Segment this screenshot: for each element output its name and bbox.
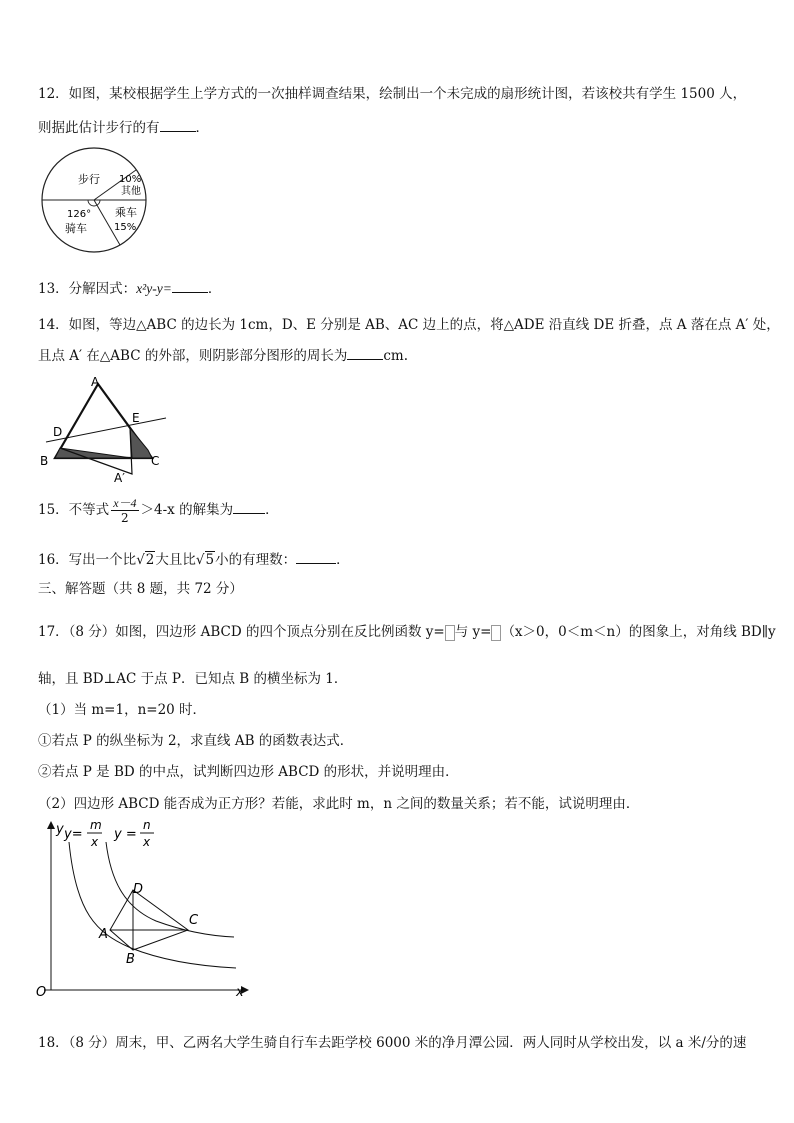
curve-n xyxy=(106,842,234,937)
curve-m xyxy=(69,842,236,968)
q15-end: ． xyxy=(265,502,279,518)
q14-text: 且点 A′ 在△ABC 的外部，则阴影部分图形的周长为 xyxy=(38,348,348,364)
label-a: A xyxy=(91,375,100,389)
q13-line xyxy=(38,277,221,297)
label-b: B xyxy=(40,454,49,468)
equation2-num: n xyxy=(143,818,151,832)
q17-text: 17．（8 分）如图，四边形 ABCD 的四个顶点分别在反比例函数 y= xyxy=(38,624,445,640)
shaded-region-left xyxy=(55,448,132,458)
equation2-lhs: y = xyxy=(114,827,137,842)
q16-end: ． xyxy=(336,552,350,568)
pie-label-walk: 步行 xyxy=(78,173,100,186)
label-a-prime: A′ xyxy=(114,471,125,484)
q13-end: ． xyxy=(207,281,222,297)
pie-label-bike-deg: 126° xyxy=(67,209,92,220)
q17-part2: （2）四边形 ABCD 能否成为正方形？若能，求此时 m，n 之间的数量关系；若不能，试说明理由． xyxy=(38,796,640,812)
q17-part1: （1）当 m=1，n=20 时． xyxy=(38,702,207,718)
q17-sub2: ②若点 P 是 BD 的中点，试判断四边形 ABCD 的形状，并说明理由． xyxy=(38,764,459,780)
sqrt-2: √2 xyxy=(136,552,155,568)
q12-end: ． xyxy=(195,120,209,136)
radicand: 2 xyxy=(145,552,155,568)
q16-text: 大且比 xyxy=(155,552,196,568)
section-heading: 三、解答题（共 8 题，共 72 分） xyxy=(38,581,243,597)
label-e: E xyxy=(132,411,140,425)
equation1-lhs: y= xyxy=(64,827,83,842)
q15-text: 15．不等式 xyxy=(38,502,110,518)
q17-line1 xyxy=(38,620,776,641)
fraction xyxy=(111,496,138,525)
q14-line1: 14．如图，等边△ABC 的边长为 1cm，D、E 分别是 AB、AC 边上的点，将△ADE 沿直线 DE 折叠，点 A 落在点 A′ 处， xyxy=(38,317,780,333)
fraction-numerator: x－4 xyxy=(113,496,137,510)
point-label-d: D xyxy=(133,882,144,897)
quadrilateral-abcd xyxy=(110,890,188,950)
answer-blank xyxy=(160,131,196,132)
point-label-a: A xyxy=(99,927,108,942)
function-graph xyxy=(36,818,252,1002)
pie-chart xyxy=(38,146,150,254)
q17-line2: 轴，且 BD⊥AC 于点 P．已知点 B 的横坐标为 1． xyxy=(38,671,348,687)
pie-label-bus: 乘车 xyxy=(115,206,137,219)
shaded-region-right xyxy=(130,428,152,458)
origin-label: O xyxy=(36,985,47,1000)
pie-label-other-pct: 10% xyxy=(119,174,142,185)
radicand: 5 xyxy=(205,552,215,568)
point-label-b: B xyxy=(126,952,135,967)
label-d: D xyxy=(53,425,63,439)
fraction-placeholder xyxy=(491,625,501,641)
axis-label-x: x xyxy=(236,985,244,1000)
q15-line xyxy=(38,496,279,525)
triangle-figure xyxy=(40,372,170,484)
sqrt-5: √5 xyxy=(195,552,215,568)
fraction-denominator: 2 xyxy=(121,511,129,525)
answer-blank xyxy=(347,359,383,360)
q13-text: 13．分解因式： xyxy=(38,281,137,297)
pie-label-bike: 骑车 xyxy=(65,222,87,235)
q17-text: （x＞0，0＜m＜n）的图象上，对角线 BD∥y xyxy=(501,624,776,640)
equation1-den: x xyxy=(91,835,99,849)
q14-unit: cm. xyxy=(383,348,408,364)
pie-label-other: 其他 xyxy=(121,186,141,197)
q18-line1: 18．（8 分）周末，甲、乙两名大学生骑自行车去距学校 6000 米的净月潭公园．两人同时从学校出发，以 a 米/分的速 xyxy=(38,1035,747,1051)
label-c: C xyxy=(151,454,160,468)
q17-sub1: ①若点 P 的纵坐标为 2，求直线 AB 的函数表达式． xyxy=(38,733,354,749)
answer-blank xyxy=(296,563,336,564)
pie-label-bus-pct: 15% xyxy=(114,222,137,233)
q15-relation: ＞4-x 的解集为 xyxy=(140,502,234,518)
line-de xyxy=(46,418,166,442)
answer-blank xyxy=(233,513,265,514)
fraction-placeholder xyxy=(445,625,455,641)
q14-line2 xyxy=(38,344,408,364)
q17-text: 与 y= xyxy=(454,624,492,640)
q16-text: 小的有理数： xyxy=(215,552,297,568)
equation1-num: m xyxy=(90,818,102,832)
point-label-c: C xyxy=(189,913,199,928)
q12-text: 则据此估计步行的有 xyxy=(38,120,160,136)
equation2-den: x xyxy=(143,835,151,849)
q13-expr: x²y-y= xyxy=(136,281,172,296)
answer-blank xyxy=(172,292,208,293)
q16-text: 16．写出一个比 xyxy=(38,552,137,568)
axis-label-y: y xyxy=(56,822,64,837)
q16-line xyxy=(38,548,350,568)
q12-line2 xyxy=(38,116,209,136)
q12-line1: 12．如图，某校根据学生上学方式的一次抽样调查结果，绘制出一个未完成的扇形统计图，若该校共有学生 1500 人， xyxy=(38,86,747,102)
